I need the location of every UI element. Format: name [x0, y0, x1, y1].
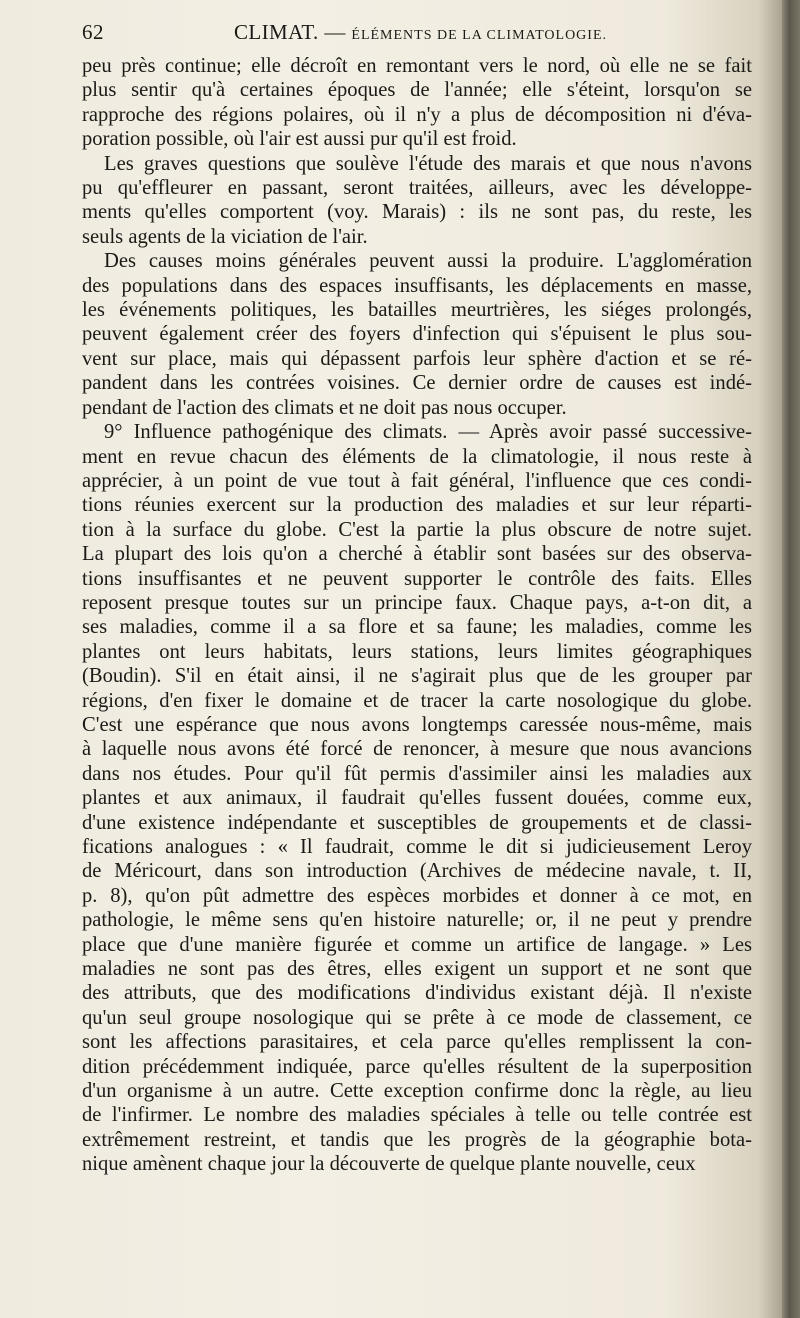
text-line: pu qu'effleurer en passant, seront traitées, ailleurs, avec les développe-: [82, 177, 752, 200]
text-line: des attributs, que des modifications d'individus existant déjà. Il n'existe: [82, 982, 752, 1005]
text-line: vent sur place, mais qui dépassent parfois leur sphère d'action et se ré-: [82, 347, 752, 370]
running-head-subtitle: ÉLÉMENTS DE LA CLIMATOLOGIE.: [351, 28, 607, 43]
text-line: plus sentir qu'à certaines époques de l'année; elle s'éteint, lorsqu'on se: [82, 79, 752, 102]
text-line: tions insuffisantes et ne peuvent supporter le contrôle des faits. Elles: [82, 567, 752, 590]
text-line: ses maladies, comme il a sa flore et sa faune; les maladies, comme les: [82, 616, 752, 639]
text-line: pandent dans les contrées voisines. Ce dernier ordre de causes est indé-: [82, 372, 752, 395]
text-line: p. 8), qu'on pût admettre des espèces morbides et donner à ce mot, en: [82, 884, 752, 907]
text-line: peuvent également créer des foyers d'infection qui s'épuisent le plus sou-: [82, 323, 752, 346]
text-line: extrêmement restreint, et tandis que les progrès de la géographie bota-: [82, 1128, 752, 1151]
text-line: pendant de l'action des climats et ne doit pas nous occuper.: [82, 396, 567, 419]
text-line: 9° Influence pathogénique des climats. — Après avoir passé successive-: [104, 421, 752, 444]
text-line: régions, d'en fixer le domaine et de tracer la carte nosologique du globe.: [82, 689, 752, 712]
text-line: qu'un seul groupe nosologique qui se prête à ce mode de classement, ce: [82, 1006, 752, 1029]
paragraph: [82, 152, 752, 250]
text-line: seuls agents de la viciation de l'air.: [82, 225, 368, 248]
text-line: nique amènent chaque jour la découverte de quelque plante nouvelle, ceux: [82, 1153, 696, 1176]
text-line: tions réunies exercent sur la production des maladies et sur leur réparti-: [82, 494, 752, 517]
text-line: Des causes moins générales peuvent aussi la produire. L'agglomération: [104, 250, 752, 273]
text-line: Les graves questions que soulève l'étude des marais et que nous n'avons: [104, 152, 752, 175]
text-line: ments qu'elles comportent (voy. Marais) : ils ne sont pas, du reste, les: [82, 201, 752, 224]
paragraph: [82, 54, 752, 152]
text-line: dition précédemment indiquée, parce qu'elles résultent de la superposition: [82, 1055, 752, 1078]
text-line: C'est une espérance que nous avons longtemps caressée nous-même, mais: [82, 713, 752, 736]
page-number: 62: [82, 20, 104, 44]
text-line: d'une existence indépendante et susceptibles de groupements et de classi-: [82, 811, 752, 834]
text-line: poration possible, où l'air est aussi pur qu'il est froid.: [82, 128, 517, 151]
paragraph: [82, 420, 752, 1177]
page-edge-shadow: [782, 0, 800, 1318]
text-line: à laquelle nous avons été forcé de renoncer, à mesure que nous avancions: [82, 738, 752, 761]
text-line: fications analogues : « Il faudrait, comme le dit si judicieusement Leroy: [82, 836, 752, 858]
text-line: La plupart des lois qu'on a cherché à établir sont basées sur des observa-: [82, 543, 752, 566]
text-line: plantes et aux animaux, il faudrait qu'elles fussent douées, comme eux,: [82, 787, 752, 810]
text-line: sont les affections parasitaires, et cela parce qu'elles remplissent la con-: [82, 1031, 752, 1054]
text-line: de l'infirmer. Le nombre des maladies spéciales à telle ou telle contrée est: [82, 1104, 752, 1127]
text-line: de Méricourt, dans son introduction (Archives de médecine navale, t. II,: [82, 860, 752, 883]
text-line: ment en revue chacun des éléments de la climatologie, il nous reste à: [82, 445, 752, 468]
text-line: maladies ne sont pas des êtres, elles exigent un support et ne sont que: [82, 958, 752, 981]
text-line: dans nos études. Pour qu'il fût permis d'assimiler ainsi les maladies aux: [82, 762, 752, 785]
paragraph: [82, 249, 752, 420]
text-line: d'un organisme à un autre. Cette exception confirme donc la règle, au lieu: [82, 1080, 752, 1103]
text-line: (Boudin). S'il en était ainsi, il ne s'agirait plus que de les grouper par: [82, 665, 752, 688]
text-line: des populations dans des espaces insuffisants, les déplacements en masse,: [82, 274, 752, 297]
running-head-title: CLIMAT.: [234, 20, 319, 44]
text-line: peu près continue; elle décroît en remontant vers le nord, où elle ne se fait: [82, 55, 752, 77]
text-line: place que d'une manière figurée et comme un artifice de langage. » Les: [82, 933, 752, 956]
page-header: [82, 18, 752, 48]
text-line: plantes ont leurs habitats, leurs stations, leurs limites géographiques: [82, 640, 752, 663]
running-head: [234, 20, 607, 45]
text-line: pathologie, le même sens qu'en histoire naturelle; or, il ne peut y prendre: [82, 909, 752, 932]
text-line: reposent presque toutes sur un principe faux. Chaque pays, a-t-on dit, a: [82, 591, 752, 614]
text-line: rapproche des régions polaires, où il n'y a plus de décomposition ni d'éva-: [82, 103, 752, 126]
text-line: tion à la surface du globe. C'est la partie la plus obscure de notre sujet.: [82, 518, 752, 541]
running-head-dash: —: [324, 20, 346, 44]
text-line: les événements politiques, les batailles meurtrières, les siéges prolongés,: [82, 299, 752, 322]
text-line: apprécier, à un point de vue tout à fait général, l'influence que ces condi-: [82, 469, 752, 492]
body-text: [82, 54, 752, 1177]
